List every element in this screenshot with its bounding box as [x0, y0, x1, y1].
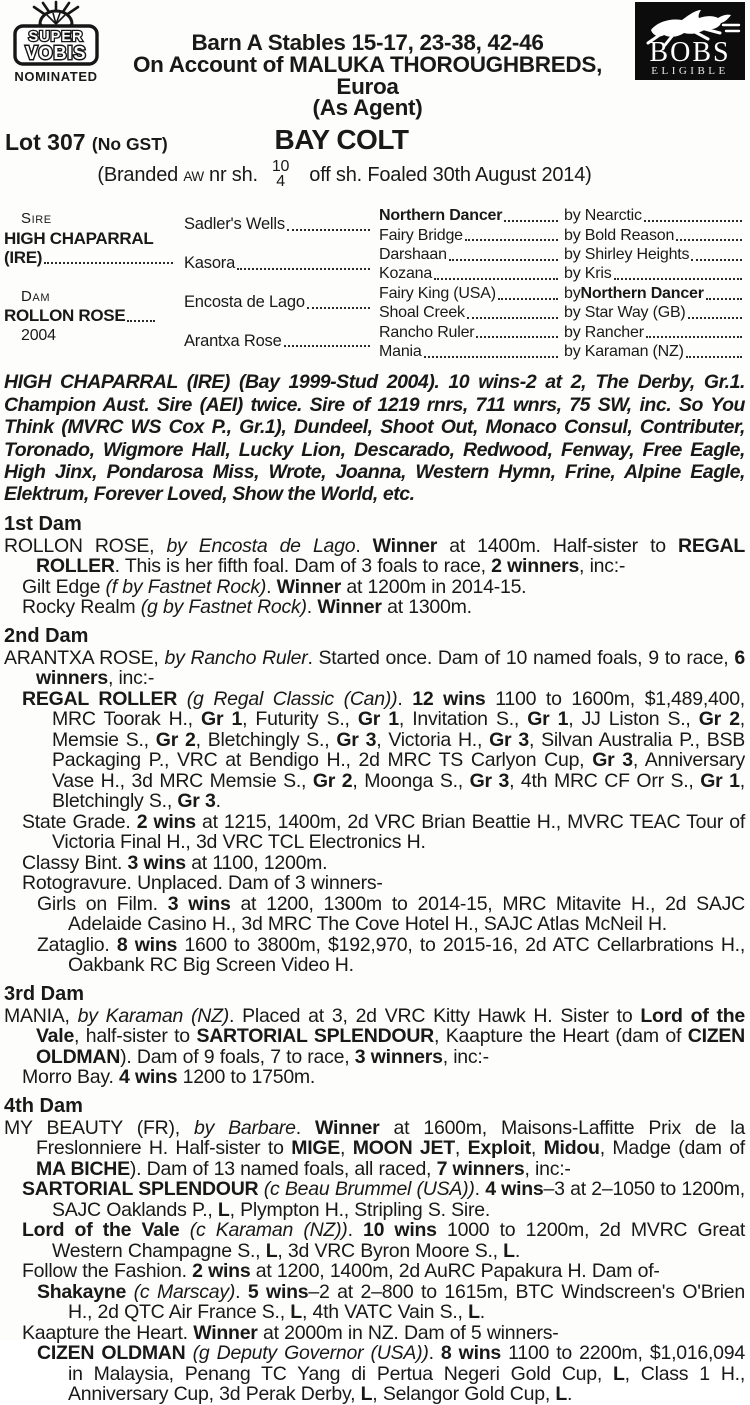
gen3-sire: Northern Dancer: [580, 284, 704, 302]
paragraph-state-grade: State Grade. 2 wins at 1215, 1400m, 2d VRC Brian Beattie H., MVRC TEAC Tour of Victoria Final H., 3d VRC TCL Electronics H.: [22, 810, 746, 854]
dot-leader: [644, 206, 742, 222]
dot-leader: [287, 215, 370, 231]
gen3-name: Shoal Creek: [379, 304, 465, 322]
super-vobis-badge: [12, 2, 100, 66]
brand-mark: AW: [183, 168, 204, 184]
sire-suffix-text: (IRE): [4, 248, 43, 268]
dot-leader: [424, 342, 558, 358]
lot-number: [5, 129, 168, 156]
agent-line: (As Agent): [312, 95, 423, 121]
dot-leader: [676, 226, 742, 242]
gen3-sire-cell: [564, 226, 745, 245]
brand-mid: nr sh.: [209, 163, 258, 186]
dot-leader: [307, 293, 370, 309]
dot-leader: [467, 303, 558, 319]
gen3-name: Fairy King (USA): [379, 284, 496, 302]
gen2-sire-sire: [184, 206, 379, 245]
dot-leader: [691, 245, 742, 261]
gen3-name-cell: [379, 206, 564, 225]
gen3-name-cell: [379, 342, 564, 361]
gen3-sire: by Kris: [564, 265, 612, 283]
dam-label: Dam: [21, 287, 51, 305]
paragraph-zataglio: Zataglio. 8 wins 1600 to 3800m, $192,970, to 2015-16, 2d ATC Cellarbrations H., Oakbank RC Big Screen Video H.: [37, 933, 745, 977]
paragraph-cizen-oldman: CIZEN OLDMAN (g Deputy Governor (USA)). 8 wins 1100 to 2200m, $1,016,094 in Malaysia, Penang TC Yang di Pertua Negeri Gold Cup, L, Class 1 H., Anniversary Cup, 3d Perak Derby, L, Selangor Gold Cup, L.: [37, 1342, 745, 1405]
brand-number: [272, 160, 289, 189]
gen3-sire-by: by: [564, 284, 581, 302]
paragraph-regal-roller: REGAL ROLLER (g Regal Classic (Can)). 12 wins 1100 to 1600m, $1,489,400, MRC Toorak H., Gr 1, Futurity S., Gr 1, Invitation S., Gr 1, JJ Liston S., Gr 2, Memsie S., Gr 2, Bletchingly S., Gr 3, Victoria H., Gr 3, Silvan Australia P., BSB Packaging P., VRC at Bendigo H., 2d MRC TS Carlyon Cup, Gr 3, Anniversary Vase H., 3d MRC Memsie S., Gr 2, Moonga S., Gr 3, 4th MRC CF Orr S., Gr 1, Bletchingly S., Gr 3.: [22, 687, 745, 813]
brand-prefix: (Branded: [97, 163, 179, 186]
dam-year: 2004: [21, 326, 56, 344]
dot-leader: [706, 284, 742, 300]
gen3-sire-cell: [564, 245, 745, 264]
sire-block: [4, 206, 184, 284]
dot-leader: [284, 332, 370, 348]
dot-leader: [646, 323, 742, 339]
gen3-name: Darshaan: [379, 245, 447, 263]
gen3-sire-cell: [564, 284, 745, 303]
lot-sex-colour-title: BAY COLT: [274, 124, 409, 156]
bobs-title: BOBS: [649, 37, 731, 68]
gen3-name-cell: [379, 284, 564, 303]
paragraph-girls-on-film: Girls on Film. 3 wins at 1200, 1300m to 2014-15, MRC Mitavite H., 2d SAJC Adelaide Casino H., 3d MRC The Cove Hotel H., SAJC Atlas McNeil H.: [37, 892, 745, 936]
paragraph-lord-of-the-vale: Lord of the Vale (c Karaman (NZ)). 10 wins 1000 to 1200m, 2d MVRC Great Western Champagne S., L, 3d VRC Byron Moore S., L.: [22, 1219, 746, 1262]
pedigree-table: [4, 206, 745, 361]
sire-summary-paragraph: HIGH CHAPARRAL (IRE) (Bay 1999-Stud 2004). 10 wins-2 at 2, The Derby, Gr.1. Champion Aust. Sire (AEI) twice. Sire of 1219 rnrs, 711 wnrs, 75 SW, inc. So You Think (MVRC WS Cox P., Gr.1), Dundeel, Shoot Out, Monaco Consul, Contributer, Toronado, Wigmore Hall, Lucky Lion, Descarado, Redwood, Fenway, Free Eagle, High Jinx, Pondarosa Miss, Wrote, Joanna, Western Hymn, Frine, Alpine Eagle, Elektrum, Forever Loved, Show the World, etc.: [4, 371, 745, 506]
gen3-name-cell: [379, 226, 564, 245]
dot-leader: [504, 206, 558, 222]
dot-leader: [476, 323, 558, 339]
gen3-sire: by Star Way (GB): [564, 304, 686, 322]
brand-suffix: off sh. Foaled 30th August 2014): [309, 163, 592, 186]
gen2-name: Kasora: [184, 253, 236, 272]
gen2-name: Arantxa Rose: [184, 331, 282, 350]
gen2-sire-dam: [184, 245, 379, 284]
brand-number-bottom: 4: [276, 172, 285, 190]
gen3-name: Northern Dancer: [379, 207, 503, 225]
sire-name: HIGH CHAPARRAL: [4, 228, 154, 248]
vobis-word-vobis: VOBIS: [25, 43, 87, 63]
lot-number-text: Lot 307: [5, 129, 86, 156]
section-heading: 1st Dam: [4, 512, 82, 535]
gen2-dam-sire: [184, 284, 379, 323]
section-heading: 2nd Dam: [4, 624, 89, 647]
section-2nd-dam: [4, 626, 745, 976]
gen3-name-cell: [379, 245, 564, 264]
paragraph-kaapture-the-heart: Kaapture the Heart. Winner at 2000m in NZ. Dam of 5 winners-: [22, 1321, 559, 1344]
paragraph-follow-the-fashion: Follow the Fashion. 2 wins at 1200, 1400m, 2d AuRC Papakura H. Dam of-: [22, 1260, 660, 1283]
section-1st-dam: [4, 514, 745, 618]
paragraph-gilt-edge: Gilt Edge (f by Fastnet Rock). Winner at 1200m in 2014-15.: [22, 575, 527, 598]
gen3-name-cell: [379, 303, 564, 322]
gen3-sire: by Nearctic: [564, 207, 642, 225]
dot-leader: [498, 284, 558, 300]
vobis-word-super: SUPER: [28, 29, 84, 45]
paragraph-rollon-rose: ROLLON ROSE, by Encosta de Lago. Winner at 1400m. Half-sister to REGAL ROLLER. This is her fifth foal. Dam of 3 foals to race, 2 winners, inc:-: [4, 534, 745, 578]
gen3-sire: by Shirley Heights: [564, 245, 690, 263]
sire-name-suffix: [4, 248, 176, 268]
gen3-sire-cell: [564, 323, 745, 342]
dot-leader: [465, 226, 558, 242]
section-heading: 3rd Dam: [4, 982, 85, 1005]
bobs-subtitle: ELIGIBLE: [651, 65, 729, 77]
consignor-block: [100, 32, 635, 119]
gen2-name: Sadler's Wells: [184, 215, 285, 234]
paragraph-arantxa-rose: ARANTXA ROSE, by Rancho Ruler. Started once. Dam of 10 named foals, 9 to race, 6 winners, inc:-: [4, 646, 745, 690]
gen3-name-cell: [379, 264, 564, 283]
gen3-name: Fairy Bridge: [379, 226, 463, 244]
section-3rd-dam: [4, 984, 745, 1088]
gen3-sire-cell: [564, 206, 745, 225]
gen3-name: Mania: [379, 342, 422, 360]
dot-leader: [44, 248, 173, 264]
dam-block: [4, 284, 184, 362]
section-heading: 4th Dam: [4, 1094, 83, 1117]
gen2-dam-dam: [184, 323, 379, 362]
gen3-name-cell: [379, 323, 564, 342]
sire-label: Sire: [21, 210, 52, 228]
bobs-eligible-logo: [635, 2, 745, 85]
paragraph-classy-bint: Classy Bint. 3 wins at 1100, 1200m.: [22, 851, 328, 874]
paragraph-shakayne: Shakayne (c Marscay). 5 wins–2 at 2–800 to 1615m, BTC Windscreen's O'Brien H., 2d QTC Air France S., L, 4th VATC Vain S., L.: [37, 1280, 745, 1324]
gen3-name: Kozana: [379, 265, 433, 283]
dot-leader: [686, 342, 742, 358]
dot-leader: [688, 303, 742, 319]
lot-title-row: [4, 126, 745, 156]
paragraph-morro-bay: Morro Bay. 4 wins 1200 to 1750m.: [22, 1066, 316, 1089]
gen2-name: Encosta de Lago: [184, 292, 305, 311]
section-4th-dam: [4, 1096, 745, 1405]
dam-name-text: ROLLON ROSE: [4, 306, 126, 326]
paragraph-rocky-realm: Rocky Realm (g by Fastnet Rock). Winner at 1300m.: [22, 596, 472, 619]
brand-foaled-line: [4, 158, 685, 195]
gen3-sire-cell: [564, 264, 745, 283]
brand-number-top: 10: [271, 158, 290, 176]
account-line: On Account of MALUKA THOROUGHBREDS, Euroa: [132, 51, 603, 99]
dot-leader: [449, 245, 558, 261]
dot-leader: [614, 264, 743, 280]
page-header: [4, 2, 745, 119]
gen3-sire: by Rancher: [564, 323, 644, 341]
dot-leader: [127, 306, 155, 322]
super-vobis-logo: [12, 2, 100, 84]
dot-leader: [237, 254, 370, 270]
lot-gst-note: (No GST): [91, 134, 168, 155]
vobis-nominated-label: NOMINATED: [14, 69, 98, 84]
bobs-badge: [635, 2, 745, 80]
gen3-sire: by Bold Reason: [564, 226, 675, 244]
dot-leader: [434, 264, 558, 280]
dam-name-line: [4, 306, 176, 326]
paragraph-mania: MANIA, by Karaman (NZ). Placed at 3, 2d VRC Kitty Hawk H. Sister to Lord of the Vale, half-sister to SARTORIAL SPLENDOUR, Kaapture the Heart (dam of CIZEN OLDMAN). Dam of 9 foals, 7 to race, 3 winners, inc:-: [4, 1004, 746, 1068]
gen3-sire-cell: [564, 303, 745, 322]
paragraph-my-beauty: MY BEAUTY (FR), by Barbare. Winner at 1600m, Maisons-Laffitte Prix de la Freslonniere H. Half-sister to MIGE, MOON JET, Exploit, Midou, Madge (dam of MA BICHE). Dam of 13 named foals, all raced, 7 winners, inc:-: [4, 1116, 745, 1180]
paragraph-rotogravure: Rotogravure. Unplaced. Dam of 3 winners-: [22, 872, 383, 895]
gen3-sire: by Karaman (NZ): [564, 342, 684, 360]
gen3-sire-cell: [564, 342, 745, 361]
paragraph-sartorial-splendour: SARTORIAL SPLENDOUR (c Beau Brummel (USA)). 4 wins–3 at 2–1050 to 1200m, SAJC Oaklands P., L, Plympton H., Stripling S. Sire.: [22, 1178, 745, 1221]
barn-line: Barn A Stables 15-17, 23-38, 42-46: [191, 30, 544, 55]
gen3-name: Rancho Ruler: [379, 323, 475, 341]
